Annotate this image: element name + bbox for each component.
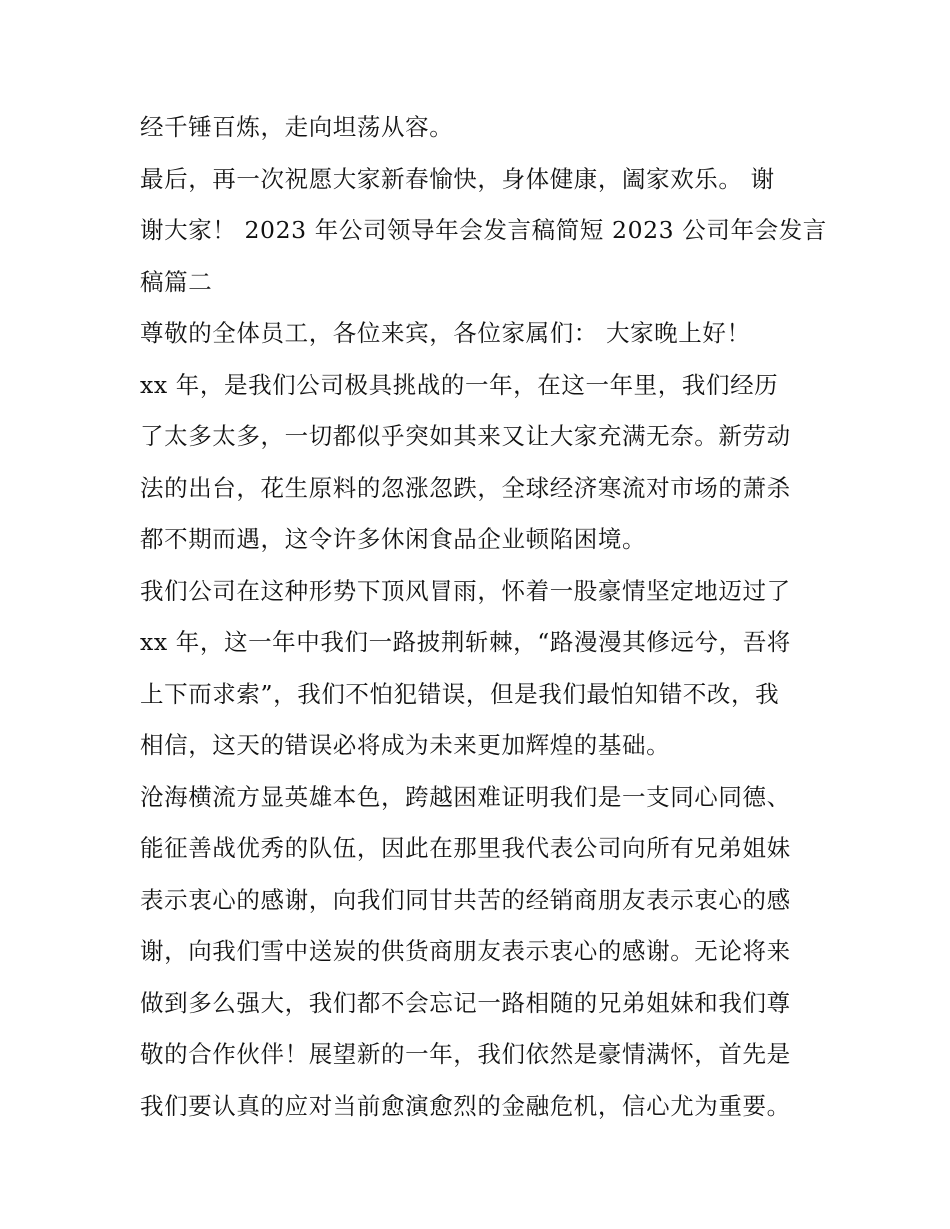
text-line: 表示衷心的感谢，向我们同甘共苦的经销商朋友表示衷心的感 <box>140 885 791 914</box>
text-line: 做到多么强大，我们都不会忘记一路相随的兄弟姐妹和我们尊 <box>140 988 791 1017</box>
text-line: 谢大家！ 2023 年公司领导年会发言稿简短 2023 公司年会发言 <box>140 216 827 244</box>
text-line: 我们公司在这种形势下顶风冒雨，怀着一股豪情坚定地迈过了 <box>140 576 791 605</box>
text-line: 我们要认真的应对当前愈演愈烈的金融危机，信心尤为重要。 <box>140 1091 791 1120</box>
text-line: 了太多太多，一切都似乎突如其来又让大家充满无奈。新劳动 <box>140 422 791 450</box>
paragraph-5 <box>140 566 820 772</box>
text-line: 敬的合作伙伴！展望新的一年，我们依然是豪情满怀，首先是 <box>140 1040 791 1068</box>
paragraph-4 <box>140 360 820 566</box>
paragraph-1 <box>140 102 820 154</box>
text-line: 稿篇二 <box>140 267 213 296</box>
paragraph-3 <box>140 308 820 360</box>
text-line: 最后，再一次祝愿大家新春愉快，身体健康，阖家欢乐。 谢 <box>140 164 775 193</box>
text-line: 尊敬的全体员工，各位来宾，各位家属们： 大家晚上好！ <box>140 319 751 347</box>
document-body <box>140 102 827 1132</box>
text-line: 法的出台，花生原料的忽涨忽跌，全球经济寒流对市场的萧杀 <box>140 473 791 502</box>
paragraph-2 <box>140 154 827 309</box>
paragraph-6 <box>140 772 820 1133</box>
text-line: 沧海横流方显英雄本色，跨越困难证明我们是一支同心同德、 <box>140 782 791 811</box>
text-line: 上下而求索”，我们不怕犯错误，但是我们最怕知错不改，我 <box>140 679 780 708</box>
text-line: 能征善战优秀的队伍，因此在那里我代表公司向所有兄弟姐妹 <box>140 834 791 862</box>
text-line: xx 年，是我们公司极具挑战的一年，在这一年里，我们经历 <box>140 370 779 399</box>
text-line: 相信，这天的错误必将成为未来更加辉煌的基础。 <box>140 731 671 759</box>
text-line: xx 年，这一年中我们一路披荆斩棘，“路漫漫其修远兮，吾将 <box>140 628 791 656</box>
text-line: 谢，向我们雪中送炭的供货商朋友表示衷心的感谢。无论将来 <box>140 937 791 965</box>
text-line: 经千锤百炼，走向坦荡从容。 <box>140 113 454 141</box>
text-line: 都不期而遇，这令许多休闲食品企业顿陷困境。 <box>140 525 647 553</box>
